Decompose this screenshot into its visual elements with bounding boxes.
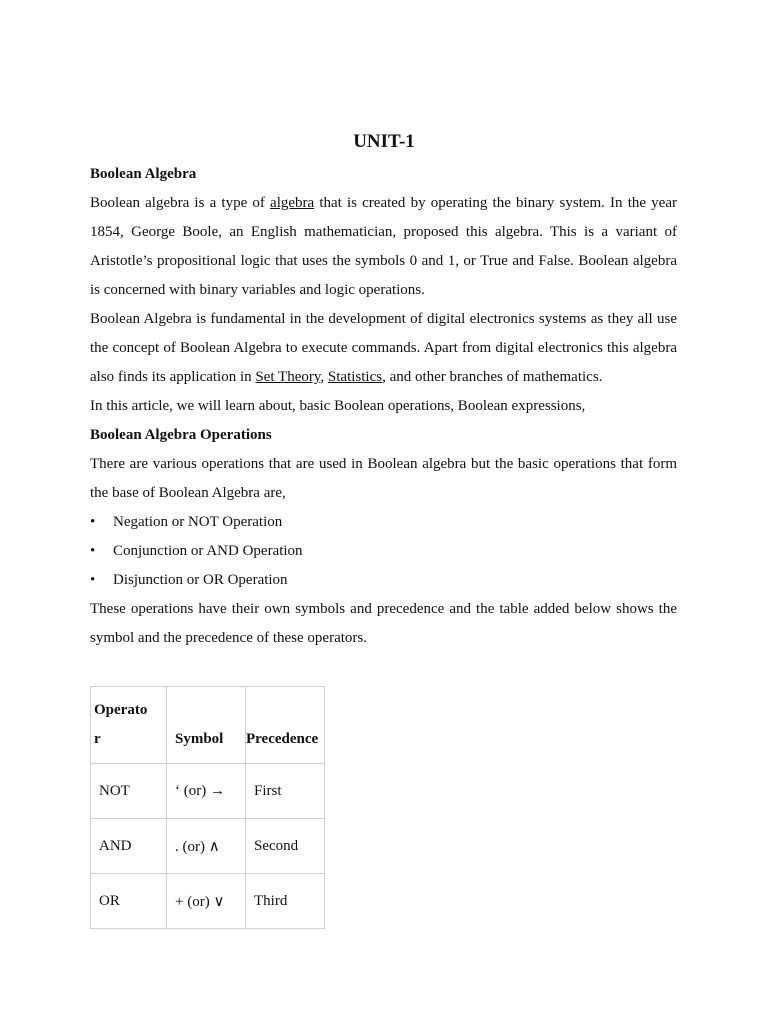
list-item — [90, 537, 677, 566]
table-row — [91, 874, 325, 929]
operators-table — [90, 686, 325, 929]
cell-symbol: + (or) ∨ — [167, 874, 246, 929]
paragraph-article: In this article, we will learn about, basic Boolean operations, Boolean expressions, — [90, 398, 586, 414]
bullet-icon: • — [90, 543, 96, 559]
operations-list — [90, 508, 677, 595]
table-row — [91, 764, 325, 819]
list-item-label: Disjunction or OR Operation — [113, 572, 288, 588]
cell-precedence: Third — [246, 874, 325, 929]
document-body — [90, 160, 677, 653]
paragraph-fundamental-separator: , — [320, 369, 328, 385]
paragraph-fundamental-text-b: , and other branches of mathematics. — [382, 369, 603, 385]
paragraph-intro-text-b: that is created by operating the binary system. In the year 1854, George Boole, an English mathematician, proposed this algebra. This is a variant of Aristotle’s propositional logic that uses the symbols 0 and 1, or True and False. Boolean algebra is concerned with binary variables and logic operations. — [90, 195, 677, 298]
table-header-row — [91, 687, 325, 764]
cell-precedence: Second — [246, 819, 325, 874]
paragraph-intro — [90, 189, 677, 305]
column-header-operator — [91, 687, 167, 764]
link-set-theory[interactable]: Set Theory — [255, 369, 321, 385]
paragraph-operations-intro: There are various operations that are used in Boolean algebra but the basic operations that form the base of Boolean Algebra are, — [90, 456, 677, 501]
cell-operator: NOT — [91, 764, 167, 819]
list-item-label: Conjunction or AND Operation — [113, 543, 303, 559]
cell-operator: OR — [91, 874, 167, 929]
bullet-icon: • — [90, 572, 96, 588]
column-header-symbol — [167, 687, 246, 764]
column-header-precedence — [246, 687, 325, 764]
list-item — [90, 566, 677, 595]
list-item — [90, 508, 677, 537]
column-header-operator-part1: Operato — [94, 702, 148, 718]
cell-symbol: . (or) ∧ — [167, 819, 246, 874]
paragraph-fundamental — [90, 305, 677, 392]
column-header-operator-part2: r — [94, 731, 101, 747]
cell-precedence: First — [246, 764, 325, 819]
cell-operator: AND — [91, 819, 167, 874]
paragraph-intro-text-a: Boolean algebra is a type of — [90, 195, 271, 211]
link-statistics[interactable]: Statistics — [327, 369, 383, 385]
document-title: UNIT-1 — [353, 131, 415, 152]
column-header-symbol-label: Symbol — [175, 731, 224, 747]
column-header-precedence-label: Precedence — [246, 731, 319, 747]
bullet-icon: • — [90, 514, 96, 530]
list-item-label: Negation or NOT Operation — [113, 514, 283, 530]
paragraph-fundamental-text-a: Boolean Algebra is fundamental in the development of digital electronics systems as they all use the concept of Boolean Algebra to execute commands. Apart from digital electronics this algebra also finds its application in — [90, 311, 677, 385]
section-heading-operations: Boolean Algebra Operations — [90, 427, 272, 443]
link-algebra[interactable]: algebra — [270, 195, 315, 211]
cell-symbol: ‘ (or) → — [167, 764, 246, 819]
section-heading-boolean-algebra: Boolean Algebra — [90, 166, 197, 182]
paragraph-table-intro: These operations have their own symbols and precedence and the table added below shows the symbol and the precedence of these operators. — [90, 601, 677, 646]
table-row — [91, 819, 325, 874]
